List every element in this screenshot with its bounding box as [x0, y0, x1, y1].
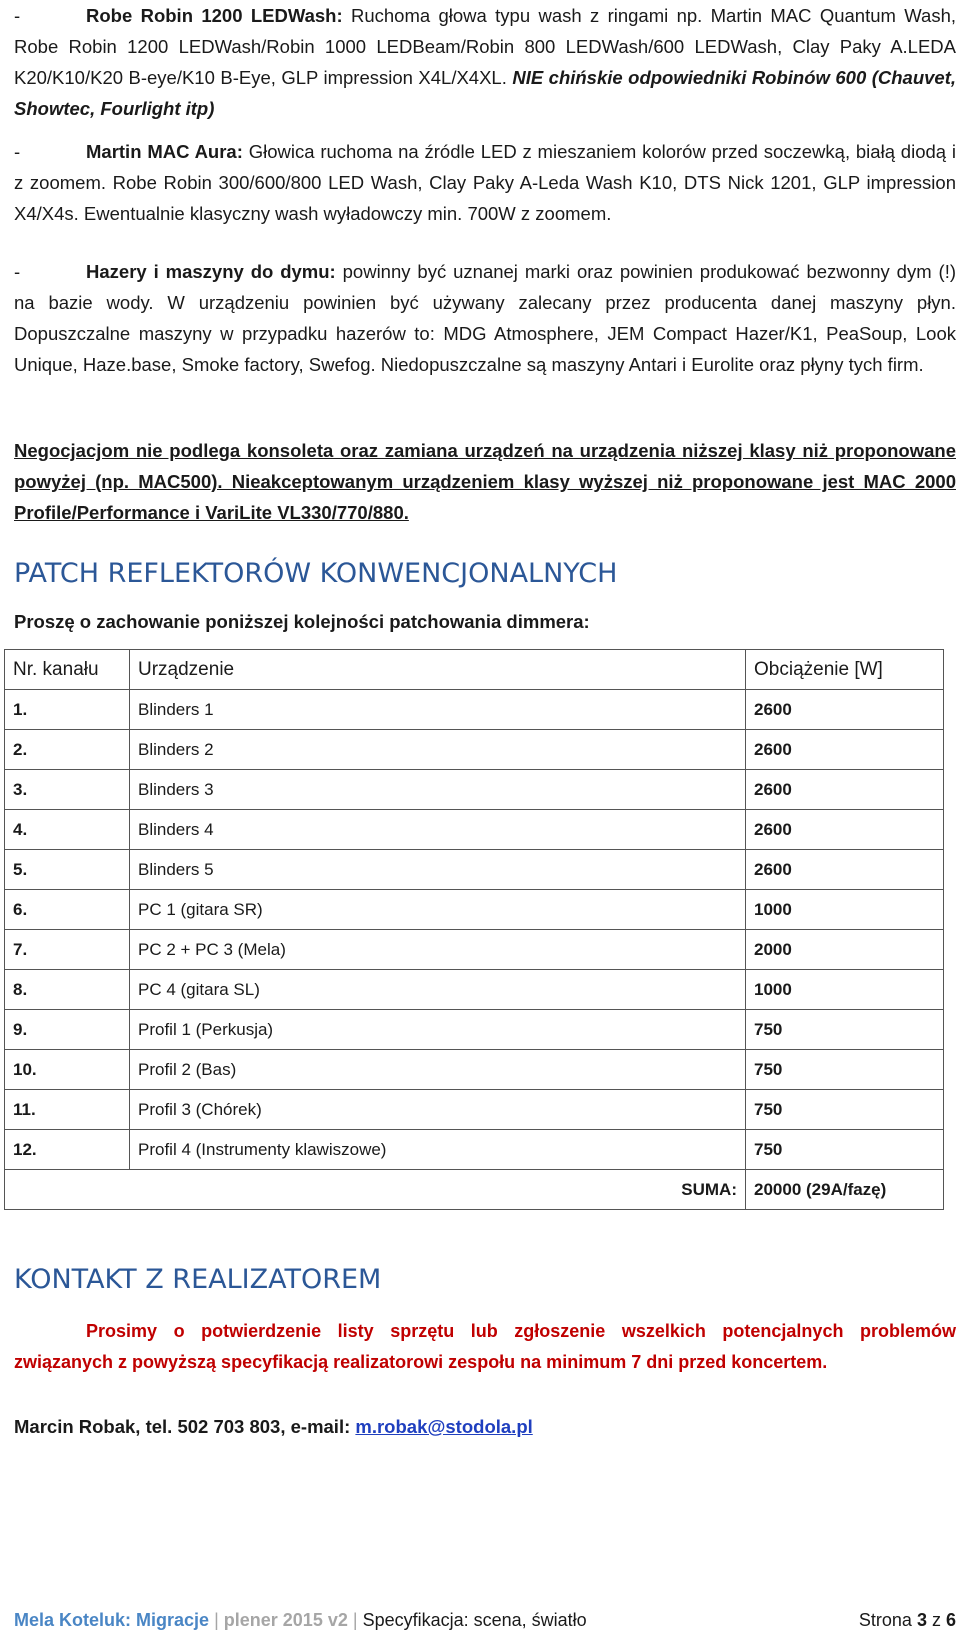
channel-number: 3.	[5, 770, 130, 810]
device-load: 2000	[746, 930, 944, 970]
footer-doc-title: Specyfikacja: scena, światło	[362, 1610, 587, 1630]
list-dash: -	[14, 141, 21, 162]
paragraph-mac-aura	[14, 136, 956, 229]
device-name: Blinders 2	[130, 730, 746, 770]
table-row	[5, 890, 944, 930]
page-prefix: Strona	[858, 1610, 917, 1630]
page-current: 3	[916, 1610, 927, 1630]
contact-line	[14, 1415, 533, 1439]
item-description: Ruchoma głowa typu wash z ringami np. Martin MAC Quantum Wash, Robe Robin 1200 LEDWash/Robin 1000 LEDBeam/Robin 800 LEDWash/600 LEDWash, Clay Paky A.LEDA K20/K10/K20 B-eye/K10 B-Eye, GLP impression X4L/X4XL.	[14, 5, 956, 88]
table-row	[5, 1130, 944, 1170]
device-load: 750	[746, 1130, 944, 1170]
channel-number: 10.	[5, 1050, 130, 1090]
table-row	[5, 850, 944, 890]
device-name: Blinders 1	[130, 690, 746, 730]
device-name: Profil 2 (Bas)	[130, 1050, 746, 1090]
device-load: 1000	[746, 890, 944, 930]
paragraph-hazers	[14, 256, 956, 380]
table-row	[5, 930, 944, 970]
device-name: PC 2 + PC 3 (Mela)	[130, 930, 746, 970]
device-name: Blinders 4	[130, 810, 746, 850]
item-name: Martin MAC Aura:	[86, 141, 243, 162]
sum-value: 20000 (29A/fazę)	[746, 1170, 944, 1210]
contact-person: Marcin Robak, tel. 502 703 803, e-mail:	[14, 1416, 356, 1437]
header-channel: Nr. kanału	[5, 650, 130, 690]
table-row	[5, 970, 944, 1010]
paragraph-robin-1200	[14, 0, 956, 124]
patch-table	[4, 649, 944, 1210]
channel-number: 2.	[5, 730, 130, 770]
channel-number: 9.	[5, 1010, 130, 1050]
device-load: 750	[746, 1090, 944, 1130]
device-load: 2600	[746, 770, 944, 810]
channel-number: 11.	[5, 1090, 130, 1130]
device-name: Profil 3 (Chórek)	[130, 1090, 746, 1130]
patch-section-title: PATCH REFLEKTORÓW KONWENCJONALNYCH	[14, 558, 618, 589]
negotiation-notice: Negocjacjom nie podlega konsoleta oraz zamiana urządzeń na urządzenia niższej klasy niż proponowane powyżej (np. MAC500). Nieakceptowanym urządzeniem klasy wyższej niż proponowane jest MAC 2000 Profile/Performance i VariLite VL330/770/880.	[14, 440, 956, 523]
device-name: Profil 1 (Perkusja)	[130, 1010, 746, 1050]
confirmation-request: Prosimy o potwierdzenie listy sprzętu lub zgłoszenie wszelkich potencjalnych problemów związanych z powyższą specyfikacją realizatorowi zespołu na minimum 7 dni przed koncertem.	[14, 1321, 956, 1372]
table-row	[5, 1050, 944, 1090]
device-load: 2600	[746, 730, 944, 770]
page-total: 6	[945, 1610, 956, 1630]
channel-number: 7.	[5, 930, 130, 970]
item-name: Hazery i maszyny do dymu:	[86, 261, 336, 282]
item-description: Głowica ruchoma na źródle LED z mieszaniem kolorów przed soczewką, białą diodą i z zoomem. Robe Robin 300/600/800 LED Wash, Clay Paky A-Leda Wash K10, DTS Nick 1201, GLP impression X4/X4s. Ewentualnie klasyczny wash wyładowczy min. 700W z zoomem.	[14, 141, 956, 224]
email-link[interactable]: m.robak@stodola.pl	[355, 1416, 533, 1437]
device-name: Blinders 3	[130, 770, 746, 810]
device-name: PC 1 (gitara SR)	[130, 890, 746, 930]
list-dash: -	[14, 5, 21, 26]
device-load: 1000	[746, 970, 944, 1010]
table-row	[5, 770, 944, 810]
patch-subtitle: Proszę o zachowanie poniższej kolejności patchowania dimmera:	[14, 611, 590, 632]
device-name: PC 4 (gitara SL)	[130, 970, 746, 1010]
item-name: Robe Robin 1200 LEDWash:	[86, 5, 343, 26]
channel-number: 1.	[5, 690, 130, 730]
device-load: 2600	[746, 810, 944, 850]
device-load: 2600	[746, 690, 944, 730]
item-warning: NIE chińskie odpowiedniki Robinów 600 (Chauvet, Showtec, Fourlight itp)	[14, 67, 957, 119]
list-dash: -	[14, 261, 21, 282]
footer-artist: Mela Koteluk: Migracje	[14, 1610, 210, 1630]
page-footer	[14, 1608, 956, 1632]
channel-number: 12.	[5, 1130, 130, 1170]
footer-separator: |	[352, 1610, 358, 1630]
device-load: 750	[746, 1050, 944, 1090]
header-load: Obciążenie [W]	[746, 650, 944, 690]
table-row	[5, 730, 944, 770]
table-row	[5, 1090, 944, 1130]
footer-edition: plener 2015 v2	[223, 1610, 348, 1630]
device-load: 2600	[746, 850, 944, 890]
table-row	[5, 810, 944, 850]
sum-label: SUMA:	[5, 1170, 746, 1210]
header-device: Urządzenie	[130, 650, 746, 690]
channel-number: 4.	[5, 810, 130, 850]
table-row	[5, 690, 944, 730]
device-name: Blinders 5	[130, 850, 746, 890]
footer-page-number	[859, 1608, 956, 1632]
page-mid: z	[926, 1610, 946, 1630]
item-description: powinny być uznanej marki oraz powinien produkować bezwonny dym (!) na bazie wody. W urządzeniu powinien być używany zalecany przez producenta danej maszyny płyn. Dopuszczalne maszyny w przypadku hazerów to: MDG Atmosphere, JEM Compact Hazer/K1, PeaSoup, Look Unique, Haze.base, Smoke factory, Swefog. Niedopuszczalne są maszyny Antari i Eurolite oraz płyny tych firm.	[14, 261, 956, 375]
patch-table-body	[5, 690, 944, 1210]
table-header-row	[5, 650, 944, 690]
channel-number: 6.	[5, 890, 130, 930]
channel-number: 5.	[5, 850, 130, 890]
contact-section-title: KONTAKT Z REALIZATOREM	[14, 1264, 382, 1295]
sum-row	[5, 1170, 944, 1210]
footer-separator: |	[214, 1610, 219, 1630]
table-row	[5, 1010, 944, 1050]
device-load: 750	[746, 1010, 944, 1050]
device-name: Profil 4 (Instrumenty klawiszowe)	[130, 1130, 746, 1170]
channel-number: 8.	[5, 970, 130, 1010]
